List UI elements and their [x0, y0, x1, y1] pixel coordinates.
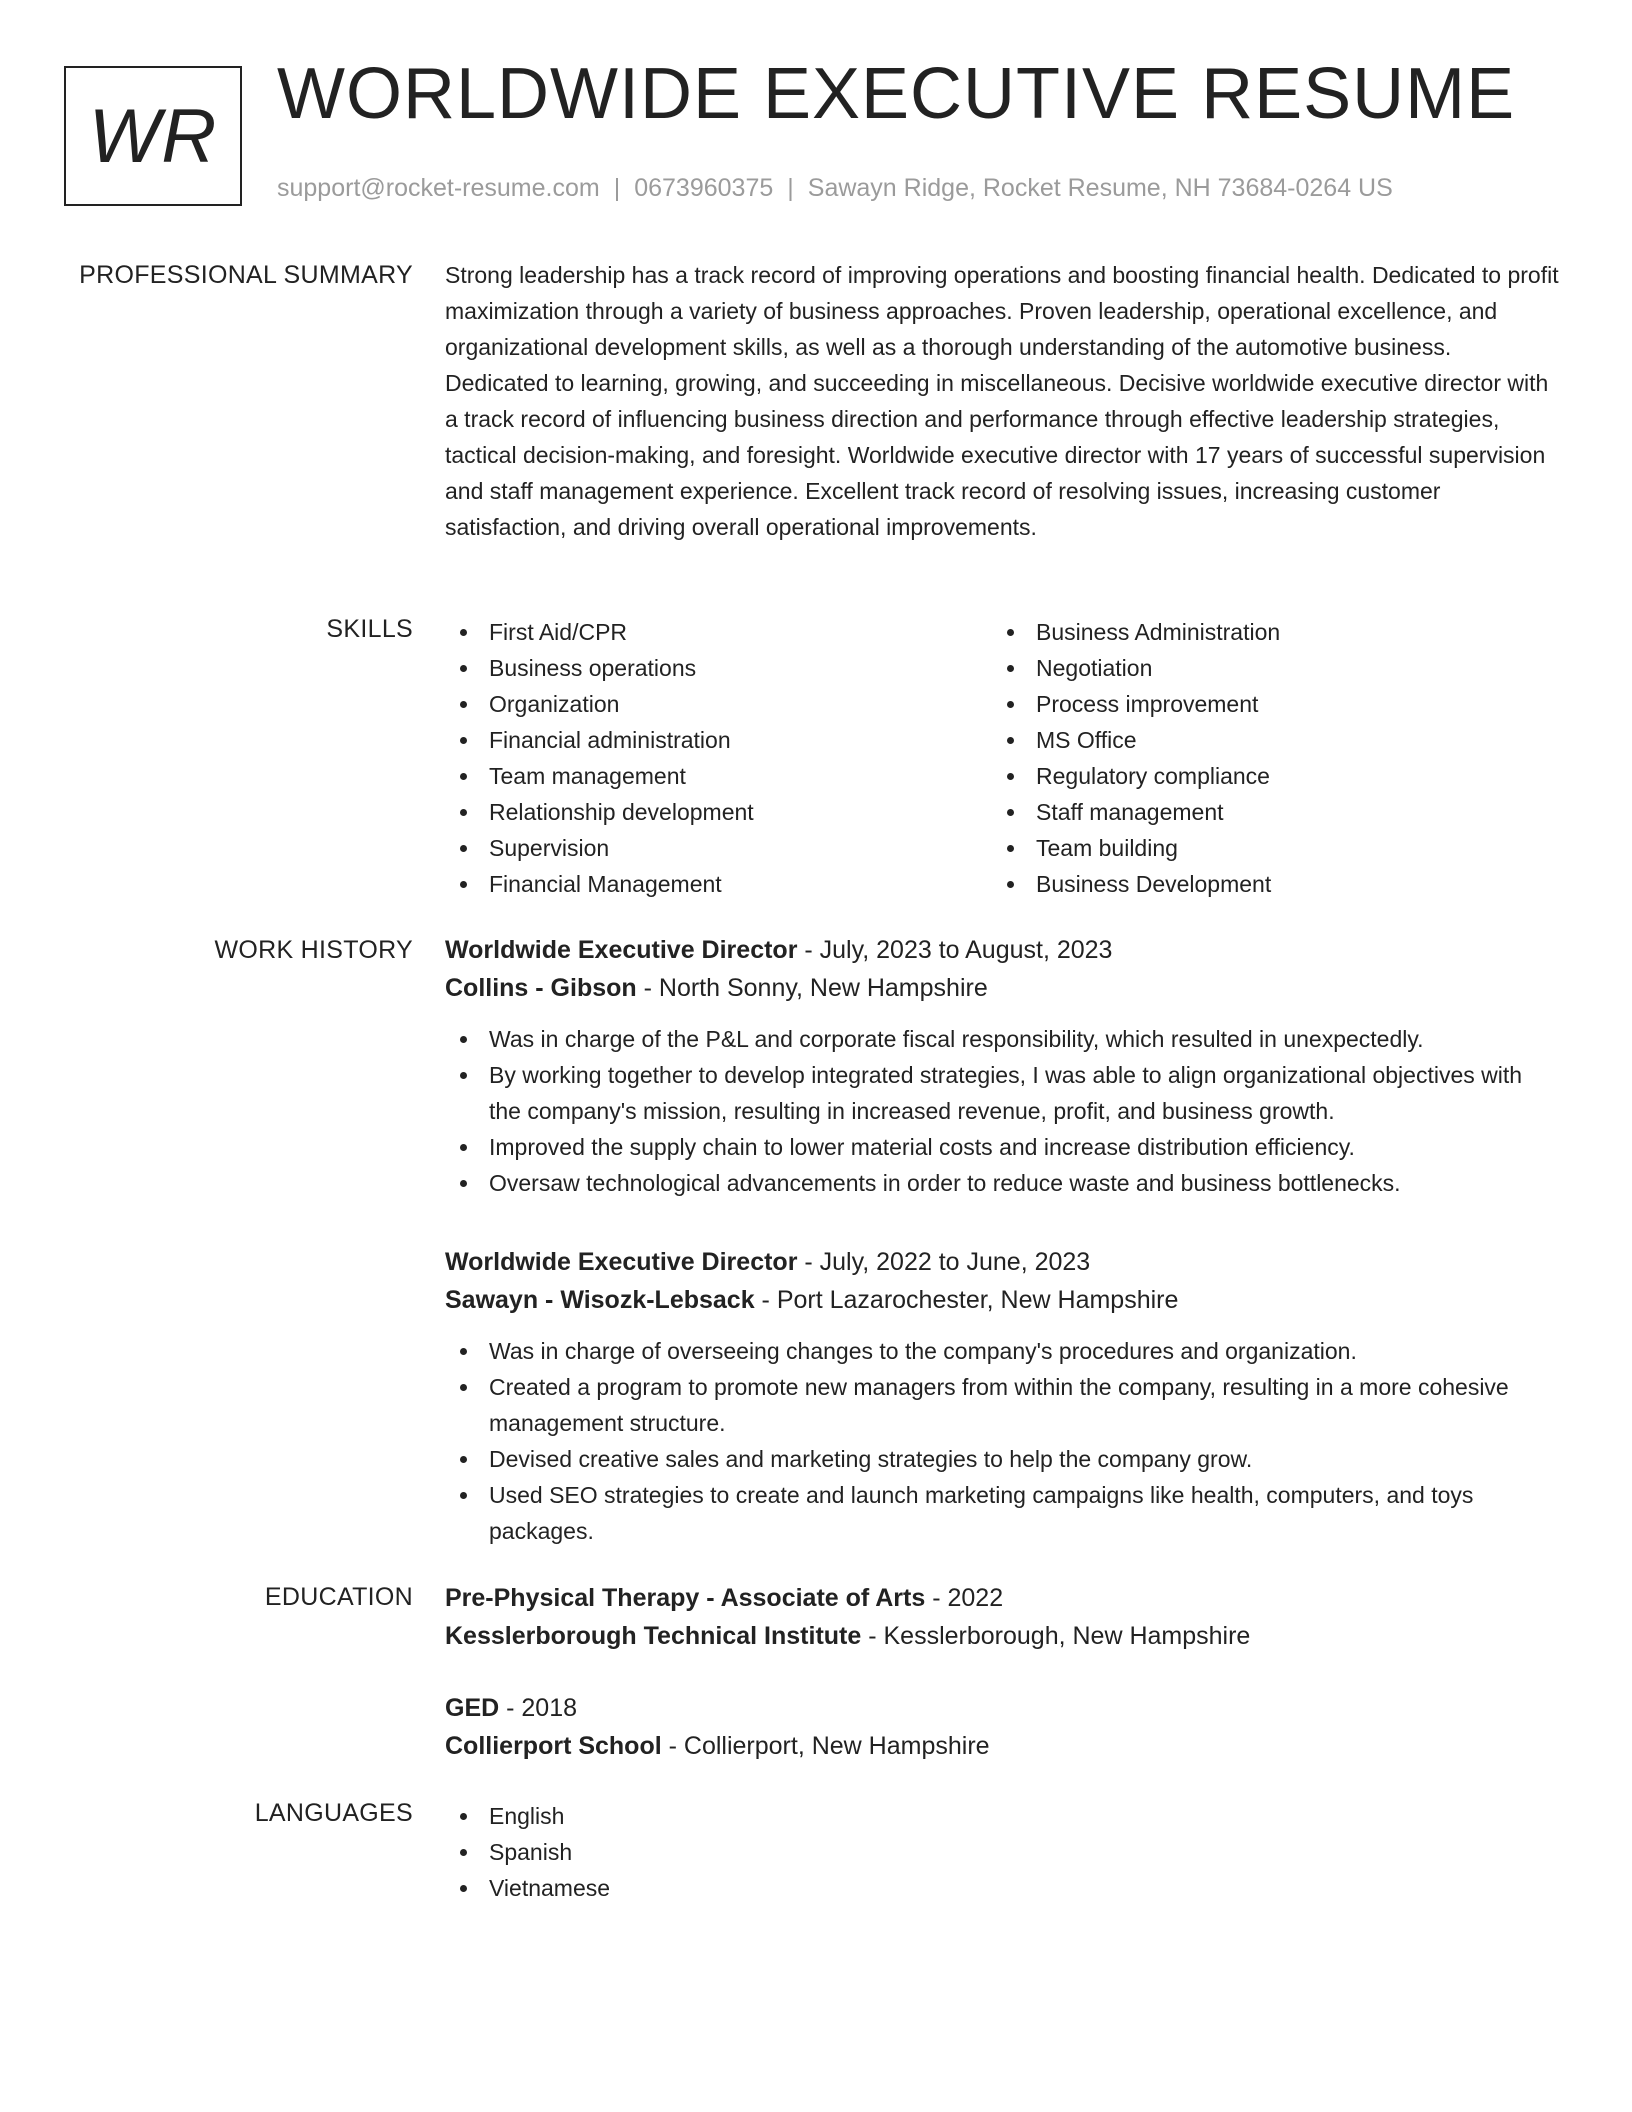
monogram-logo [64, 66, 242, 206]
contact-address: Sawayn Ridge, Rocket Resume, NH 73684-0264 US [807, 174, 1393, 202]
education-entry [445, 1579, 1560, 1655]
job-position: Worldwide Executive Director [445, 1248, 798, 1276]
section-title-skills: SKILLS [326, 615, 413, 643]
skill-item: Team management [445, 758, 992, 794]
job-position: Worldwide Executive Director [445, 936, 798, 964]
monogram-text: WR [88, 93, 218, 179]
skill-item: Team building [992, 830, 1552, 866]
contact-phone[interactable]: 0673960375 [634, 174, 774, 202]
skill-item: Negotiation [992, 650, 1552, 686]
languages-body [445, 1798, 1560, 1906]
skill-item: First Aid/CPR [445, 614, 992, 650]
work-history-body [445, 931, 1560, 1591]
education-school: Collierport School [445, 1732, 662, 1760]
skill-item: Regulatory compliance [992, 758, 1552, 794]
summary-text: Strong leadership has a track record of improving operations and boosting financial health. Dedicated to profit maximization through a variety of business approaches. Proven leadership, operational excellence, and organizational development skills, as well as a thorough understanding of the automotive business. Dedicated to learning, growing, and succeeding in miscellaneous. Decisive worldwide executive director with a track record of influencing business direction and performance through effective leadership strategies, tactical decision-making, and foresight. Worldwide executive director with 17 years of successful supervision and staff management experience. Excellent track record of resolving issues, increasing customer satisfaction, and driving overall operational improvements. [445, 262, 1559, 540]
skill-item: MS Office [992, 722, 1552, 758]
skills-list-right [992, 614, 1552, 902]
skills-list-left [445, 614, 992, 902]
education-location: - Kesslerborough, New Hampshire [861, 1622, 1251, 1650]
education-location: - Collierport, New Hampshire [661, 1732, 990, 1760]
education-degree-line [445, 1689, 1560, 1727]
summary-body [445, 257, 1560, 545]
education-degree: Pre-Physical Therapy - Associate of Arts [445, 1584, 926, 1612]
job-dates: - July, 2022 to June, 2023 [797, 1248, 1091, 1276]
job-duties-list [445, 1021, 1560, 1201]
job-title-line [445, 931, 1560, 969]
skill-item: Organization [445, 686, 992, 722]
job-dates: - July, 2023 to August, 2023 [797, 936, 1113, 964]
language-item: Vietnamese [445, 1870, 1560, 1906]
job-entry [445, 931, 1560, 1201]
education-entry [445, 1689, 1560, 1765]
section-title-summary: PROFESSIONAL SUMMARY [79, 261, 413, 289]
job-location: - North Sonny, New Hampshire [636, 974, 988, 1002]
skill-item: Relationship development [445, 794, 992, 830]
contact-separator: | [787, 174, 794, 202]
education-year: - 2022 [925, 1584, 1004, 1612]
contact-line [277, 176, 1393, 201]
skill-item: Staff management [992, 794, 1552, 830]
languages-list [445, 1798, 1560, 1906]
skill-item: Financial Management [445, 866, 992, 902]
skill-item: Business Development [992, 866, 1552, 902]
skill-item: Business Administration [992, 614, 1552, 650]
education-body [445, 1579, 1560, 1799]
section-title-education: EDUCATION [264, 1583, 413, 1611]
skills-body [445, 614, 1560, 902]
education-degree: GED [445, 1694, 500, 1722]
job-duty: Oversaw technological advancements in order to reduce waste and business bottlenecks. [445, 1165, 1560, 1201]
job-duty: By working together to develop integrated strategies, I was able to align organizational objectives with the company's mission, resulting in increased revenue, profit, and business growth. [445, 1057, 1560, 1129]
skill-item: Financial administration [445, 722, 992, 758]
education-school: Kesslerborough Technical Institute [445, 1622, 862, 1650]
job-duty: Was in charge of the P&L and corporate fiscal responsibility, which resulted in unexpectedly. [445, 1021, 1560, 1057]
education-year: - 2018 [499, 1694, 578, 1722]
job-duty: Used SEO strategies to create and launch marketing campaigns like health, computers, and toys packages. [445, 1477, 1560, 1549]
job-company: Collins - Gibson [445, 974, 637, 1002]
education-school-line [445, 1617, 1560, 1655]
job-duty: Was in charge of overseeing changes to the company's procedures and organization. [445, 1333, 1560, 1369]
contact-email[interactable]: support@rocket-resume.com [277, 174, 600, 202]
skill-item: Process improvement [992, 686, 1552, 722]
job-duty: Improved the supply chain to lower material costs and increase distribution efficiency. [445, 1129, 1560, 1165]
job-location: - Port Lazarochester, New Hampshire [754, 1286, 1179, 1314]
skills-grid [445, 614, 1560, 902]
skill-item: Business operations [445, 650, 992, 686]
skill-item: Supervision [445, 830, 992, 866]
education-school-line [445, 1727, 1560, 1765]
job-duty: Created a program to promote new managers from within the company, resulting in a more cohesive management structure. [445, 1369, 1560, 1441]
section-title-work-history: WORK HISTORY [214, 936, 413, 964]
contact-separator: | [613, 174, 621, 202]
job-company-line [445, 1281, 1560, 1319]
language-item: Spanish [445, 1834, 1560, 1870]
job-title-line [445, 1243, 1560, 1281]
resume-name: WORLDWIDE EXECUTIVE RESUME [277, 54, 1516, 134]
job-company: Sawayn - Wisozk-Lebsack [445, 1286, 755, 1314]
education-degree-line [445, 1579, 1560, 1617]
job-duty: Devised creative sales and marketing strategies to help the company grow. [445, 1441, 1560, 1477]
job-duties-list [445, 1333, 1560, 1549]
job-company-line [445, 969, 1560, 1007]
job-entry [445, 1243, 1560, 1549]
section-title-languages: LANGUAGES [254, 1799, 413, 1827]
language-item: English [445, 1798, 1560, 1834]
